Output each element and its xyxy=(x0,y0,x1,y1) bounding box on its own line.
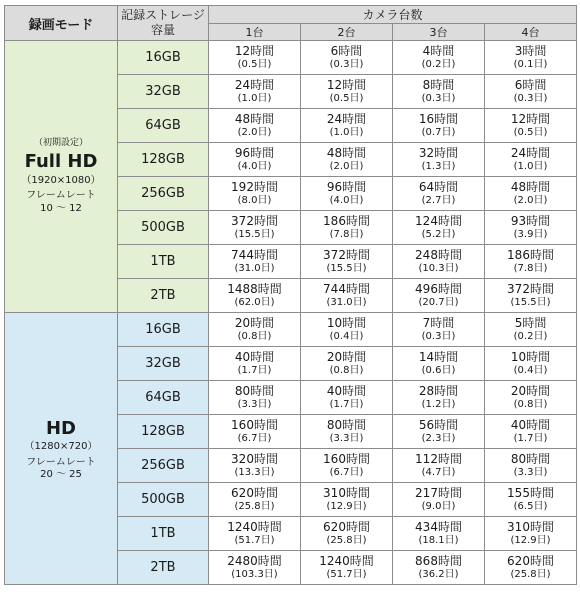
recording-time-cell xyxy=(209,517,301,551)
mode-note: （初期設定） xyxy=(33,137,88,148)
recording-time-cell xyxy=(301,449,393,483)
recording-days: (51.7日) xyxy=(234,534,275,546)
recording-hours: 434時間 xyxy=(415,519,462,534)
recording-hours: 40時間 xyxy=(234,349,275,364)
storage-capacity-cell: 64GB xyxy=(118,109,209,143)
storage-capacity-cell: 1TB xyxy=(118,245,209,279)
storage-capacity-cell: 64GB xyxy=(118,381,209,415)
recording-days: (8.0日) xyxy=(237,194,272,206)
recording-time-table xyxy=(4,5,577,585)
recording-time-table-container xyxy=(4,5,576,594)
storage-capacity-cell: 16GB xyxy=(118,41,209,75)
recording-hours: 496時間 xyxy=(415,281,462,296)
storage-capacity-cell: 32GB xyxy=(118,75,209,109)
recording-days: (0.3日) xyxy=(421,92,456,104)
recording-days: (1.7日) xyxy=(513,432,548,444)
recording-time-cell xyxy=(393,177,485,211)
recording-time-cell xyxy=(301,143,393,177)
header-storage-line1: 記録ストレージ xyxy=(121,8,205,22)
mode-fps-label: フレームレート xyxy=(26,456,96,468)
recording-hours: 1488時間 xyxy=(227,281,282,296)
recording-days: (15.5日) xyxy=(234,228,275,240)
recording-hours: 3時間 xyxy=(514,43,547,58)
recording-hours: 28時間 xyxy=(418,383,459,398)
recording-hours: 192時間 xyxy=(231,179,278,194)
recording-hours: 80時間 xyxy=(234,383,275,398)
recording-days: (5.2日) xyxy=(421,228,456,240)
recording-hours: 186時間 xyxy=(323,213,370,228)
recording-days: (3.3日) xyxy=(237,398,272,410)
mode-description xyxy=(5,138,117,215)
header-camera-count: カメラ台数 xyxy=(209,6,577,24)
recording-days: (4.0日) xyxy=(329,194,364,206)
mode-cell-hd xyxy=(5,313,118,585)
recording-time-cell xyxy=(485,211,577,245)
storage-capacity-cell: 2TB xyxy=(118,279,209,313)
recording-time-cell xyxy=(301,177,393,211)
recording-days: (0.8日) xyxy=(513,398,548,410)
storage-capacity-cell: 16GB xyxy=(118,313,209,347)
recording-hours: 372時間 xyxy=(323,247,370,262)
mode-cell-fhd xyxy=(5,41,118,313)
storage-capacity-cell: 500GB xyxy=(118,483,209,517)
recording-days: (3.9日) xyxy=(513,228,548,240)
recording-time-cell xyxy=(485,415,577,449)
recording-days: (0.6日) xyxy=(421,364,456,376)
recording-time-cell xyxy=(393,517,485,551)
recording-hours: 24時間 xyxy=(326,111,367,126)
recording-hours: 80時間 xyxy=(326,417,367,432)
recording-days: (0.5日) xyxy=(329,92,364,104)
mode-resolution: （1280×720） xyxy=(24,441,98,452)
recording-hours: 160時間 xyxy=(231,417,278,432)
recording-time-cell xyxy=(209,449,301,483)
recording-time-cell xyxy=(485,245,577,279)
recording-hours: 620時間 xyxy=(507,553,554,568)
recording-hours: 40時間 xyxy=(326,383,367,398)
recording-hours: 12時間 xyxy=(234,43,275,58)
recording-hours: 14時間 xyxy=(418,349,459,364)
header-storage-line2: 容量 xyxy=(150,23,175,37)
recording-hours: 24時間 xyxy=(234,77,275,92)
recording-hours: 10時間 xyxy=(326,315,367,330)
recording-time-cell xyxy=(485,517,577,551)
recording-time-cell xyxy=(485,279,577,313)
recording-hours: 186時間 xyxy=(507,247,554,262)
recording-days: (1.0日) xyxy=(513,160,548,172)
recording-time-cell xyxy=(301,41,393,75)
recording-days: (2.0日) xyxy=(329,160,364,172)
header-camera-3: 3台 xyxy=(393,24,485,41)
recording-days: (2.0日) xyxy=(513,194,548,206)
recording-days: (7.8日) xyxy=(513,262,548,274)
recording-days: (0.3日) xyxy=(329,58,364,70)
recording-days: (6.5日) xyxy=(513,500,548,512)
recording-days: (2.7日) xyxy=(421,194,456,206)
recording-time-cell xyxy=(209,245,301,279)
recording-time-cell xyxy=(485,449,577,483)
recording-time-cell xyxy=(301,75,393,109)
recording-hours: 1240時間 xyxy=(227,519,282,534)
recording-days: (12.9日) xyxy=(326,500,367,512)
recording-hours: 320時間 xyxy=(231,451,278,466)
recording-hours: 310時間 xyxy=(323,485,370,500)
recording-days: (4.0日) xyxy=(237,160,272,172)
recording-days: (0.3日) xyxy=(421,330,456,342)
recording-time-cell xyxy=(301,381,393,415)
mode-title: Full HD xyxy=(24,151,98,173)
recording-hours: 310時間 xyxy=(507,519,554,534)
recording-days: (0.1日) xyxy=(513,58,548,70)
recording-days: (6.7日) xyxy=(329,466,364,478)
recording-days: (13.3日) xyxy=(234,466,275,478)
recording-time-cell xyxy=(393,551,485,585)
recording-days: (25.8日) xyxy=(510,568,551,580)
recording-time-cell xyxy=(209,177,301,211)
recording-time-cell xyxy=(485,347,577,381)
recording-time-cell xyxy=(209,41,301,75)
recording-days: (1.0日) xyxy=(329,126,364,138)
recording-hours: 96時間 xyxy=(326,179,367,194)
recording-time-cell xyxy=(393,449,485,483)
recording-hours: 112時間 xyxy=(415,451,462,466)
recording-days: (1.0日) xyxy=(237,92,272,104)
table-body xyxy=(5,41,577,585)
recording-time-cell xyxy=(209,415,301,449)
recording-days: (0.3日) xyxy=(513,92,548,104)
recording-hours: 20時間 xyxy=(326,349,367,364)
storage-capacity-cell: 128GB xyxy=(118,415,209,449)
recording-time-cell xyxy=(393,483,485,517)
recording-time-cell xyxy=(209,483,301,517)
recording-days: (6.7日) xyxy=(237,432,272,444)
recording-time-cell xyxy=(393,279,485,313)
recording-hours: 372時間 xyxy=(231,213,278,228)
recording-days: (20.7日) xyxy=(418,296,459,308)
mode-title: HD xyxy=(45,417,76,439)
recording-time-cell xyxy=(301,313,393,347)
recording-days: (0.4日) xyxy=(513,364,548,376)
recording-hours: 64時間 xyxy=(418,179,459,194)
recording-hours: 48時間 xyxy=(510,179,551,194)
recording-time-cell xyxy=(209,211,301,245)
recording-days: (12.9日) xyxy=(510,534,551,546)
recording-hours: 40時間 xyxy=(510,417,551,432)
recording-days: (4.7日) xyxy=(421,466,456,478)
storage-capacity-cell: 256GB xyxy=(118,177,209,211)
recording-days: (2.0日) xyxy=(237,126,272,138)
recording-time-cell xyxy=(209,551,301,585)
recording-hours: 248時間 xyxy=(415,247,462,262)
recording-hours: 5時間 xyxy=(514,315,547,330)
recording-hours: 8時間 xyxy=(422,77,455,92)
recording-days: (62.0日) xyxy=(234,296,275,308)
recording-time-cell xyxy=(209,75,301,109)
recording-hours: 4時間 xyxy=(422,43,455,58)
recording-hours: 372時間 xyxy=(507,281,554,296)
storage-capacity-cell: 500GB xyxy=(118,211,209,245)
recording-time-cell xyxy=(393,415,485,449)
recording-days: (51.7日) xyxy=(326,568,367,580)
table-row xyxy=(5,313,577,347)
mode-description xyxy=(5,418,117,482)
recording-time-cell xyxy=(393,381,485,415)
recording-hours: 620時間 xyxy=(231,485,278,500)
recording-time-cell xyxy=(485,313,577,347)
recording-days: (0.2日) xyxy=(421,58,456,70)
recording-days: (2.3日) xyxy=(421,432,456,444)
recording-days: (36.2日) xyxy=(418,568,459,580)
recording-time-cell xyxy=(209,381,301,415)
recording-days: (1.7日) xyxy=(329,398,364,410)
recording-time-cell xyxy=(393,245,485,279)
recording-time-cell xyxy=(393,313,485,347)
recording-time-cell xyxy=(301,551,393,585)
recording-hours: 868時間 xyxy=(415,553,462,568)
recording-time-cell xyxy=(301,415,393,449)
recording-days: (31.0日) xyxy=(326,296,367,308)
storage-capacity-cell: 32GB xyxy=(118,347,209,381)
recording-time-cell xyxy=(393,143,485,177)
recording-days: (1.7日) xyxy=(237,364,272,376)
recording-days: (0.4日) xyxy=(329,330,364,342)
recording-time-cell xyxy=(209,347,301,381)
recording-time-cell xyxy=(301,211,393,245)
recording-hours: 48時間 xyxy=(326,145,367,160)
recording-hours: 12時間 xyxy=(510,111,551,126)
recording-days: (0.8日) xyxy=(329,364,364,376)
recording-days: (10.3日) xyxy=(418,262,459,274)
recording-time-cell xyxy=(393,211,485,245)
recording-hours: 16時間 xyxy=(418,111,459,126)
recording-time-cell xyxy=(301,347,393,381)
recording-days: (1.2日) xyxy=(421,398,456,410)
recording-hours: 124時間 xyxy=(415,213,462,228)
recording-hours: 744時間 xyxy=(231,247,278,262)
recording-hours: 1240時間 xyxy=(319,553,374,568)
recording-days: (18.1日) xyxy=(418,534,459,546)
recording-days: (0.5日) xyxy=(237,58,272,70)
recording-days: (0.8日) xyxy=(237,330,272,342)
recording-time-cell xyxy=(485,381,577,415)
recording-hours: 24時間 xyxy=(510,145,551,160)
recording-time-cell xyxy=(485,177,577,211)
recording-days: (25.8日) xyxy=(326,534,367,546)
mode-fps-range: 20 ～ 25 xyxy=(40,469,82,480)
header-recording-mode: 録画モード xyxy=(5,6,118,41)
recording-time-cell xyxy=(301,279,393,313)
storage-capacity-cell: 256GB xyxy=(118,449,209,483)
recording-time-cell xyxy=(209,279,301,313)
recording-hours: 160時間 xyxy=(323,451,370,466)
recording-hours: 56時間 xyxy=(418,417,459,432)
recording-hours: 744時間 xyxy=(323,281,370,296)
recording-time-cell xyxy=(301,483,393,517)
recording-time-cell xyxy=(301,245,393,279)
storage-capacity-cell: 128GB xyxy=(118,143,209,177)
recording-time-cell xyxy=(485,143,577,177)
recording-hours: 93時間 xyxy=(510,213,551,228)
recording-time-cell xyxy=(485,551,577,585)
recording-time-cell xyxy=(485,483,577,517)
recording-hours: 6時間 xyxy=(514,77,547,92)
mode-fps-range: 10 ～ 12 xyxy=(40,202,82,214)
recording-time-cell xyxy=(209,313,301,347)
recording-days: (15.5日) xyxy=(510,296,551,308)
recording-time-cell xyxy=(393,347,485,381)
recording-hours: 96時間 xyxy=(234,145,275,160)
recording-hours: 217時間 xyxy=(415,485,462,500)
recording-hours: 12時間 xyxy=(326,77,367,92)
recording-time-cell xyxy=(301,109,393,143)
header-camera-2: 2台 xyxy=(301,24,393,41)
storage-capacity-cell: 2TB xyxy=(118,551,209,585)
table-row xyxy=(5,41,577,75)
recording-hours: 155時間 xyxy=(507,485,554,500)
recording-hours: 20時間 xyxy=(510,383,551,398)
recording-time-cell xyxy=(301,517,393,551)
recording-hours: 32時間 xyxy=(418,145,459,160)
recording-time-cell xyxy=(393,75,485,109)
mode-resolution: （1920×1080） xyxy=(21,174,101,186)
recording-days: (9.0日) xyxy=(421,500,456,512)
recording-time-cell xyxy=(209,109,301,143)
recording-time-cell xyxy=(485,75,577,109)
recording-hours: 80時間 xyxy=(510,451,551,466)
recording-hours: 2480時間 xyxy=(227,553,282,568)
recording-days: (0.2日) xyxy=(513,330,548,342)
recording-days: (15.5日) xyxy=(326,262,367,274)
header-camera-4: 4台 xyxy=(485,24,577,41)
recording-days: (0.5日) xyxy=(513,126,548,138)
recording-days: (25.8日) xyxy=(234,500,275,512)
recording-days: (3.3日) xyxy=(513,466,548,478)
recording-hours: 10時間 xyxy=(510,349,551,364)
storage-capacity-cell: 1TB xyxy=(118,517,209,551)
recording-time-cell xyxy=(393,109,485,143)
recording-hours: 6時間 xyxy=(330,43,363,58)
recording-days: (3.3日) xyxy=(329,432,364,444)
header-camera-1: 1台 xyxy=(209,24,301,41)
recording-hours: 48時間 xyxy=(234,111,275,126)
recording-time-cell xyxy=(393,41,485,75)
recording-days: (0.7日) xyxy=(421,126,456,138)
recording-hours: 7時間 xyxy=(422,315,455,330)
recording-hours: 620時間 xyxy=(323,519,370,534)
recording-time-cell xyxy=(485,109,577,143)
recording-days: (103.3日) xyxy=(231,568,278,580)
recording-days: (1.3日) xyxy=(421,160,456,172)
mode-fps-label: フレームレート xyxy=(26,190,96,202)
header-storage-capacity xyxy=(118,6,209,41)
recording-days: (31.0日) xyxy=(234,262,275,274)
recording-hours: 20時間 xyxy=(234,315,275,330)
recording-time-cell xyxy=(485,41,577,75)
recording-time-cell xyxy=(209,143,301,177)
recording-days: (7.8日) xyxy=(329,228,364,240)
